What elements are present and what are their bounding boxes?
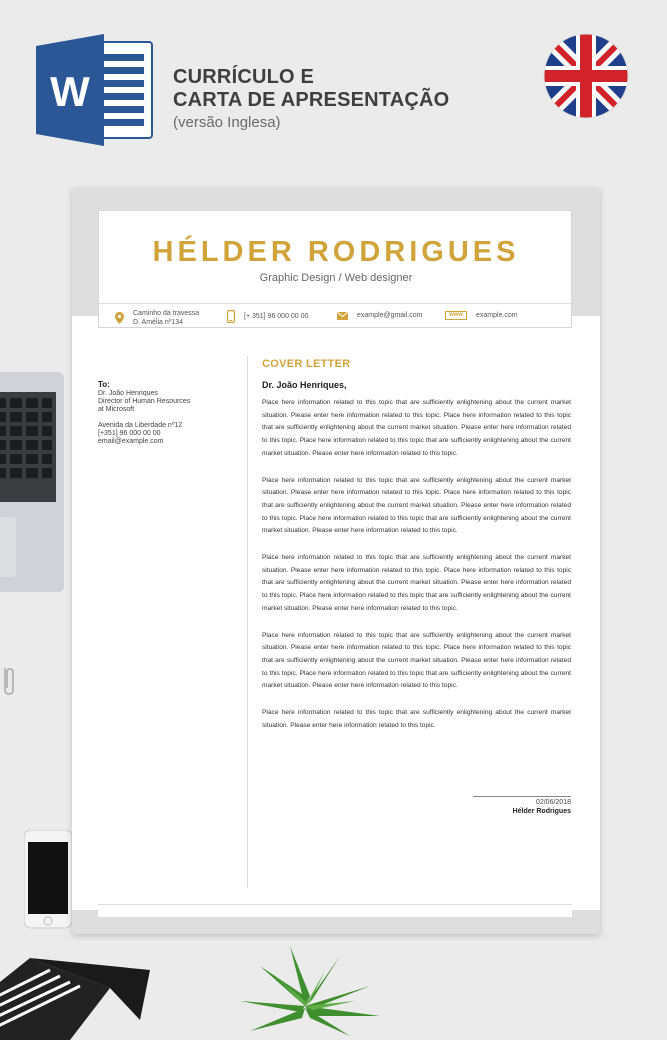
address-line2: D. Amélia nº134 <box>133 319 184 326</box>
www-badge-icon: www <box>445 311 467 320</box>
paperclip-icon <box>0 664 18 696</box>
signature-line <box>473 796 571 797</box>
striped-notebook-image <box>0 950 160 1040</box>
location-pin-icon <box>115 312 124 324</box>
column-divider <box>247 356 248 888</box>
product-title <box>173 66 449 112</box>
contact-website <box>445 311 518 320</box>
letter-paragraph: Place here information related to this topic that are sufficiently enlightening about the current market situation. Please enter here information related to this topic. Place here information related to this topic that are sufficiently enlightening about the current market situation. Please enter here information related to this topic. Place here information related to this topic that are sufficiently enlightening about the current market situation. Please enter here information related to this topic. <box>262 399 571 457</box>
plant-image <box>220 946 390 1036</box>
recipient-email: email@example.com <box>98 438 164 445</box>
cover-letter-title: COVER LETTER <box>262 358 351 370</box>
salutation: Dr. João Henriques, <box>262 380 347 390</box>
contact-divider <box>99 303 573 304</box>
recipient-company: at Microsoft <box>98 406 135 413</box>
address-line1: Caminho da travessa <box>133 310 200 317</box>
smartphone-image <box>24 830 74 930</box>
to-label: To: <box>98 380 110 389</box>
signature-name: Hélder Rodrigues <box>512 808 571 815</box>
resume-page <box>72 188 600 934</box>
product-subtitle: (versão Inglesa) <box>173 114 281 131</box>
recipient-name: Dr. João Henriques <box>98 390 158 397</box>
letter-paragraph: Place here information related to this topic that are sufficiently enlightening about the current market situation. Please enter here information related to this topic. Place here information related to this topic that are sufficiently enlightening about the current market situation. Please enter here information related to this topic. Place here information related to this topic that are sufficiently enlightening about the current market situation. Please enter here information related to this topic. <box>262 476 571 535</box>
recipient-address: Avenida da Liberdade nº12 <box>98 422 183 429</box>
letter-paragraph: Place here information related to this topic that are sufficiently enlightening about the current market situation. Please enter here information related to this topic. Place here information related to this topic that are sufficiently enlightening about the current market situation. Please enter here information related to this topic. Place here information related to this topic that are sufficiently enlightening about the current market situation. Please enter here information related to this topic. <box>262 554 571 612</box>
phone-icon <box>227 310 235 323</box>
letter-paragraph: Place here information related to this topic that are sufficiently enlightening about the current market situation. Please enter here information related to this topic. <box>262 709 571 729</box>
cover-letter <box>262 358 571 739</box>
footer-card <box>98 904 572 917</box>
email-address: example@gmail.com <box>357 312 423 319</box>
laptop-image <box>0 372 70 602</box>
recipient-block <box>98 381 238 446</box>
contact-email <box>337 311 422 320</box>
candidate-name: HÉLDER RODRIGUES <box>152 236 520 268</box>
contact-phone <box>227 310 308 323</box>
phone-number: [+ 351] 96 000 00 00 <box>244 313 309 320</box>
name-card <box>98 210 572 328</box>
word-icon <box>36 34 154 146</box>
recipient-phone: [+351] 96 000 00 00 <box>98 430 161 437</box>
letter-date: 02/06/2018 <box>535 799 571 806</box>
website-url: example.com <box>476 312 518 319</box>
candidate-role: Graphic Design / Web designer <box>259 272 413 284</box>
product-title-line2: CARTA DE APRESENTAÇÃO <box>173 89 450 111</box>
contact-address <box>115 309 199 327</box>
word-letter: W <box>50 68 90 115</box>
uk-flag-icon <box>543 33 629 119</box>
letter-paragraph: Place here information related to this topic that are sufficiently enlightening about the current market situation. Please enter here information related to this topic. Place here information related to this topic that are sufficiently enlightening about the current market situation. Please enter here information related to this topic. Place here information related to this topic that are sufficiently enlightening about the current market situation. Please enter here information related to this topic. <box>262 631 571 690</box>
envelope-icon <box>337 312 348 320</box>
product-title-line1: CURRÍCULO E <box>173 66 315 88</box>
recipient-position: Director of Human Resources <box>98 398 191 405</box>
